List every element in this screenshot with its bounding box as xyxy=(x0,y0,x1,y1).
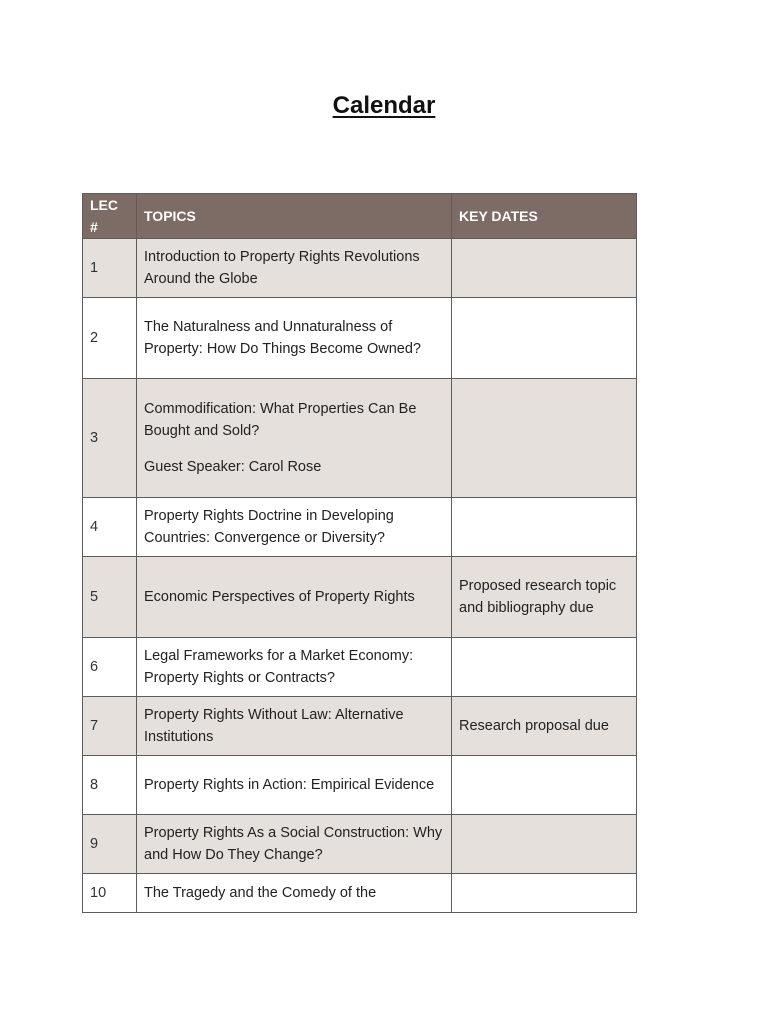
topic-cell xyxy=(137,874,452,913)
topic-cell xyxy=(137,815,452,874)
table-row xyxy=(83,239,637,298)
table-row xyxy=(83,697,637,756)
table-row xyxy=(83,379,637,498)
lec-number: 10 xyxy=(83,874,137,913)
key-dates-cell: Proposed research topic and bibliography due xyxy=(452,557,637,638)
table-row xyxy=(83,557,637,638)
topic-text: Commodification: What Properties Can Be Bought and Sold? xyxy=(144,401,417,439)
topic-text: The Tragedy and the Comedy of the xyxy=(144,885,377,901)
key-dates-cell xyxy=(452,756,637,815)
lec-number: 6 xyxy=(83,638,137,697)
topic-text: The Naturalness and Unnaturalness of Property: How Do Things Become Owned? xyxy=(144,319,421,357)
topic-cell xyxy=(137,498,452,557)
topic-text: Property Rights Without Law: Alternative Institutions xyxy=(144,707,404,745)
table-row xyxy=(83,874,637,913)
topic-cell xyxy=(137,379,452,498)
topic-cell xyxy=(137,638,452,697)
key-dates-cell xyxy=(452,815,637,874)
table-row xyxy=(83,638,637,697)
key-dates-cell: Research proposal due xyxy=(452,697,637,756)
topic-cell xyxy=(137,697,452,756)
lec-number: 2 xyxy=(83,298,137,379)
key-dates-cell xyxy=(452,239,637,298)
topic-cell xyxy=(137,298,452,379)
topic-cell xyxy=(137,239,452,298)
key-dates-cell xyxy=(452,874,637,913)
topic-text: Legal Frameworks for a Market Economy: Property Rights or Contracts? xyxy=(144,648,414,686)
lec-number: 9 xyxy=(83,815,137,874)
header-key-dates: KEY DATES xyxy=(452,194,637,239)
page-title: Calendar xyxy=(332,92,436,119)
key-dates-cell xyxy=(452,498,637,557)
table-row xyxy=(83,815,637,874)
calendar-table xyxy=(82,193,637,913)
table-row xyxy=(83,498,637,557)
lec-number: 8 xyxy=(83,756,137,815)
table-row xyxy=(83,298,637,379)
key-dates-cell xyxy=(452,379,637,498)
lec-number: 5 xyxy=(83,557,137,638)
header-lec: LEC # xyxy=(83,194,137,239)
topic-text: Economic Perspectives of Property Rights xyxy=(144,589,415,605)
table-header-row xyxy=(83,194,637,239)
topic-text: Property Rights As a Social Construction: Why and How Do They Change? xyxy=(144,825,443,863)
table-row xyxy=(83,756,637,815)
key-dates-cell xyxy=(452,298,637,379)
topic-text: Property Rights in Action: Empirical Evidence xyxy=(144,777,435,793)
guest-speaker-text: Guest Speaker: Carol Rose xyxy=(144,459,322,475)
key-dates-cell xyxy=(452,638,637,697)
topic-text: Introduction to Property Rights Revolutions Around the Globe xyxy=(144,249,420,287)
lec-number: 1 xyxy=(83,239,137,298)
header-topics: TOPICS xyxy=(137,194,452,239)
lec-number: 4 xyxy=(83,498,137,557)
lec-number: 7 xyxy=(83,697,137,756)
topic-text: Property Rights Doctrine in Developing Countries: Convergence or Diversity? xyxy=(144,508,394,546)
topic-cell xyxy=(137,557,452,638)
topic-cell xyxy=(137,756,452,815)
lec-number: 3 xyxy=(83,379,137,498)
